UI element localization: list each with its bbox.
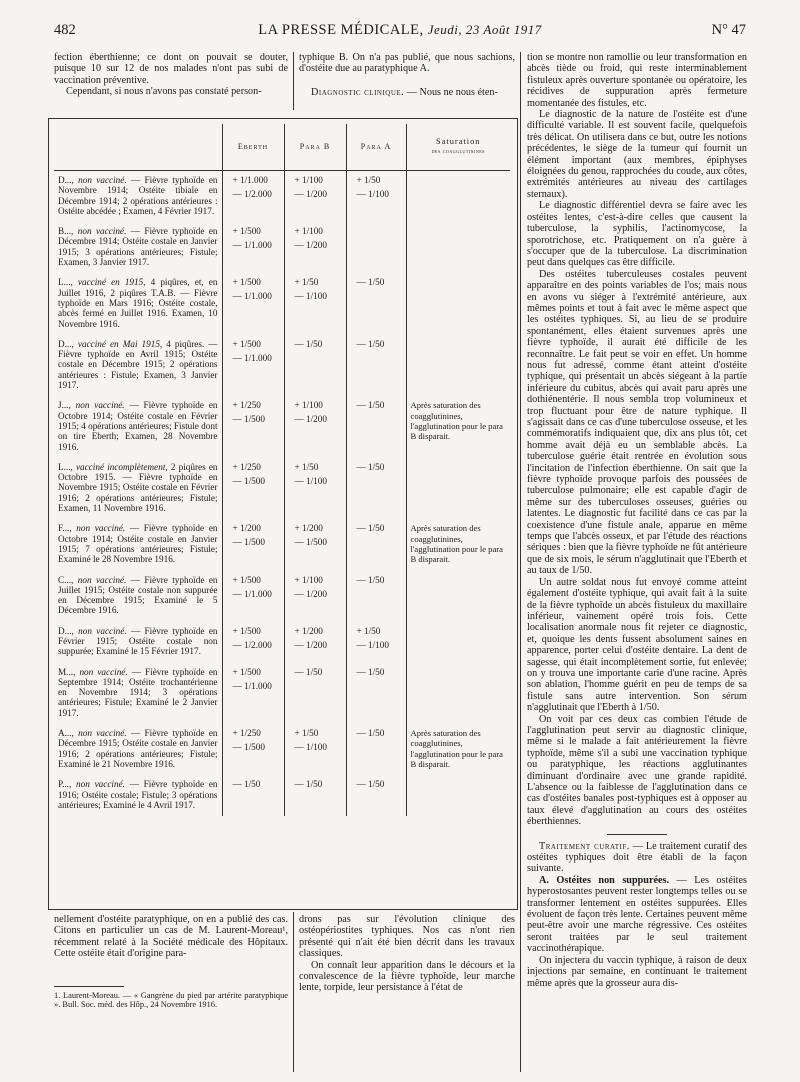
para-a-titer: — 1/50	[346, 519, 406, 570]
table-header-row	[54, 124, 510, 171]
paragraph: typhique B. On n'a pas publié, que nous sachions, d'ostéite due au paratyphique A.	[299, 52, 515, 75]
paragraph: nellement d'ostéite paratyphique, on en a publié des cas. Citons en particulier un cas de M. Laurent-Moreau¹, récemment relaté à la Société médicale des Hôpitaux. Cette ostéite était d'origine para-	[54, 914, 288, 960]
case-description: L..., vacciné en 1915, 4 piqûres, et, en Juillet 1916, 2 piqûres T.A.B. — Fièvre typhoïde en Mars 1916; Ostéite costale, abcès fermé en Juillet 1916. Examen, 10 Novembre 1916.	[58, 277, 218, 329]
eberth-titer: — 1/50	[222, 775, 284, 816]
header-case	[54, 124, 222, 171]
case-description: P..., non vacciné. — Fièvre typhoïde en 1916; Ostéite costale; Fistule; 3 opérations antérieures; Examiné le 4 Avril 1917.	[58, 779, 218, 810]
saturation-note: Après saturation des coagglutinines, l'agglutination pour le para B disparait.	[406, 724, 510, 775]
table-row	[54, 519, 510, 570]
table-row	[54, 335, 510, 396]
page-header	[54, 22, 746, 42]
para-a-titer: — 1/50	[346, 663, 406, 724]
header-para-a: Para A	[346, 124, 406, 171]
case-description: M..., non vacciné. — Fièvre typhoïde en Septembre 1914; Ostéite trochantérienne en Novembre 1914; 3 opérations antérieures; Fistule; Examiné le 2 Janvier 1917.	[58, 666, 218, 718]
treatment-heading: Traitement curatif. — Le traitement curatif des ostéites typhiques doit être établi de la façon suivante.	[527, 840, 747, 875]
para-b-titer: + 1/50 — 1/100	[284, 273, 346, 334]
paragraph: Un autre soldat nous fut envoyé comme atteint également d'ostéite typhique, qui avait fait à la suite de la fièvre typhoïde un abcès fistuleux du maxillaire inférieur, vainement opéré trois fois. Cette localisation anormale nous fit rejeter ce diagnostic, et, quoique les dents fussent absolument saines en apparence, porter celui d'ostéite dentaire. La dent de sagesse, qui était incomplètement sortie, fut enlevée; on y trouva une importante carie d'une racine. Après son ablation, l'homme guérit en peu de temps de sa fistule sans autre intervention. Son sérum n'agglutinait que l'Eberth à 1/50.	[527, 576, 747, 714]
page-number: 482	[54, 22, 76, 38]
table-row	[54, 663, 510, 724]
saturation-note	[406, 171, 510, 223]
paragraph: tion se montre non ramollie ou leur transformation en abcès tiède ou froid, qui reste interminablement fistuleux après ouverture spontanée ou opératoire, les récidives de suppuration après fermeture momentanée des fistules, etc.	[527, 52, 747, 109]
para-b-titer: + 1/200 — 1/500	[284, 519, 346, 570]
para-a-titer: + 1/50 — 1/100	[346, 622, 406, 663]
eberth-titer: + 1/200 — 1/500	[222, 519, 284, 570]
table-row	[54, 273, 510, 334]
paragraph: On injectera du vaccin typhique, à raison de deux injections par semaine, en continuant le traitement même après que la grosseur aura dis-	[527, 954, 747, 989]
top-middle-text	[299, 52, 515, 98]
case-description: D..., non vacciné. — Fièvre typhoïde en Février 1915; Ostéite costale non suppurée; Examiné le 15 Février 1917.	[58, 625, 218, 657]
paragraph: On connaît leur apparition dans le décours et la convalescence de la fièvre typhoïde, leur marche lente, torpide, leur persistance à l'état de	[299, 959, 515, 994]
header-eberth: Eberth	[222, 124, 284, 171]
bottom-middle-text	[299, 914, 515, 994]
case-description: A..., non vacciné. — Fièvre typhoïde en Décembre 1915; Ostéite costale en Janvier 1916; 2 opérations antérieures; Fistule; Examiné le 21 Novembre 1916.	[58, 728, 218, 769]
para-b-titer: — 1/50	[284, 335, 346, 396]
footnote: 1. Laurent-Moreau. — « Gangrène du pied par artérite paratyphique ». Bull. Soc. méd. des Hôp., 24 Novembre 1916.	[54, 990, 288, 1010]
saturation-note: Après saturation des coagglutinines, l'agglutination pour le para B disparait.	[406, 519, 510, 570]
eberth-titer: + 1/500 — 1/1.000	[222, 571, 284, 622]
para-b-titer: + 1/50 — 1/100	[284, 724, 346, 775]
eberth-titer: + 1/500 — 1/1.000	[222, 335, 284, 396]
case-description: B..., non vacciné. — Fièvre typhoïde en Décembre 1914; Ostéite costale en Janvier 1915; 3 opérations antérieures; Fistule; Examen, 3 Janvier 1917.	[58, 226, 218, 268]
footnote-rule	[54, 986, 124, 987]
eberth-titer: + 1/1.000 — 1/2.000	[222, 171, 284, 223]
para-b-titer: + 1/100 — 1/200	[284, 571, 346, 622]
table-row	[54, 571, 510, 622]
para-b-titer: + 1/100 — 1/200	[284, 396, 346, 457]
eberth-titer: + 1/250 — 1/500	[222, 458, 284, 519]
saturation-note	[406, 458, 510, 519]
paragraph: On voit par ces deux cas combien l'étude de l'agglutination peut servir au diagnostic clinique, même si le malade a fait antérieurement la fièvre typhoïde, même s'il a subi une vaccination typhique ou paratyphique, les réactions agglutinantes diminuant d'ordinaire avec une grande rapidité. L'absence ou la faiblesse de l'agglutination dans ce cas d'ostéites banales post-typhiques est à opposer au taux élevé d'agglutination au cours des ostéites éberthiennes.	[527, 713, 747, 828]
table-row	[54, 396, 510, 457]
para-a-titer: — 1/50	[346, 396, 406, 457]
section-divider	[607, 834, 667, 835]
eberth-titer: + 1/500 — 1/1.000	[222, 663, 284, 724]
right-column	[527, 52, 747, 989]
saturation-note	[406, 335, 510, 396]
para-b-titer: — 1/50	[284, 663, 346, 724]
case-description: L..., vacciné incomplètement, 2 piqûres en Octobre 1915. — Fièvre typhoïde en Novembre 1915; Ostéite costale en Février 1916; 2 opérations antérieures; Fistule; Examen, 11 Novembre 1916.	[58, 461, 218, 514]
case-description: D..., vacciné en Mai 1915, 4 piqûres. — Fièvre typhoïde en Avril 1915; Ostéite costale en Décembre 1915; 2 opérations antérieures : Fistule; Examen, 3 Janvier 1917.	[58, 338, 218, 391]
para-a-titer: — 1/50	[346, 335, 406, 396]
table-row	[54, 724, 510, 775]
header-saturation: Saturation des coagglutinines	[406, 124, 510, 171]
saturation-note: Après saturation des coagglutinines, l'agglutination pour le para B disparait.	[406, 396, 510, 457]
column-rule	[293, 52, 294, 110]
table-row	[54, 222, 510, 273]
para-b-titer: + 1/100 — 1/200	[284, 171, 346, 223]
saturation-note	[406, 775, 510, 816]
eberth-titer: + 1/500 — 1/1.000	[222, 222, 284, 273]
saturation-note	[406, 222, 510, 273]
paragraph: Cependant, si nous n'avons pas constaté person-	[66, 86, 262, 98]
journal-title	[54, 22, 746, 39]
saturation-note	[406, 622, 510, 663]
para-b-titer: + 1/50 — 1/100	[284, 458, 346, 519]
eberth-titer: + 1/250 — 1/500	[222, 396, 284, 457]
para-b-titer: — 1/50	[284, 775, 346, 816]
para-a-titer: — 1/50	[346, 775, 406, 816]
agglutination-table	[54, 124, 510, 816]
column-rule	[520, 52, 521, 1072]
table-row	[54, 458, 510, 519]
paragraph: Le diagnostic de la nature de l'ostéite est d'une difficulté variable. Il est souvent facile, quelquefois très délicat. On utilisera dans ce but, outre les notions précédentes, le siège de la tumeur qui fournit un élément important (aux membres, épiphyses éloignées du genou, rapprochées du coude, aux côtes, extrémités antérieures au niveau des cartilages sternaux).	[527, 109, 747, 200]
eberth-titer: + 1/500 — 1/1.000	[222, 273, 284, 334]
paragraph: fection éberthienne; ce dont on pouvait se douter, puisque 10 sur 12 de nos malades n'ont pas subi de vaccination préventive.	[54, 52, 288, 86]
para-b-titer: + 1/100 — 1/200	[284, 222, 346, 273]
table-row	[54, 775, 510, 816]
issue-date: Jeudi, 23 Août 1917	[427, 22, 542, 37]
para-a-titer: — 1/50	[346, 273, 406, 334]
saturation-note	[406, 571, 510, 622]
journal-name: LA PRESSE MÉDICALE,	[258, 22, 424, 38]
paragraph: Des ostéites tuberculeuses costales peuvent apparaître en des points variables de l'os; mais nous en avons vu siéger à l'extrémité antérieure, aux mêmes points et tout à fait avec le même aspect que les ostéites typhiques. Si, au lieu de se produire spontanément, elles étaient survenues après une fièvre typhoïde, il aurait été difficile de les reconnaître. Le fait peut se voir en effet. Un homme nous fut adressé, comme étant atteint d'ostéite typhique, qui présentait un abcès siégeant à la partie inférieure du cubitus, abcès qui avait paru après une dothiénentérie. Il nous sembla trop volumineux et trop fluctuant pour être de nature typhique. Il s'agissait dans ce cas d'une tuberculose osseuse, et les commémoratifs indiquaient que, dix ans plus tôt, cet homme avait déjà eu un semblable abcès. La tuberculose guérie était rentrée en évolution sous l'incitation de l'infection éberthienne. On sait que la fièvre typhoïde provoque parfois des poussées de tuberculose pulmonaire; elle est capable d'agir de même sur des tuberculoses osseuses, guéries ou latentes. Le diagnostic fut facilité dans ce cas par la coexistence d'une fistule anale, apparue en même temps que l'abcès osseux, et par l'étude des réactions sériques : bien que la fièvre typhoïde ne fût antérieure que de six mois, le sérum n'agglutinait que l'Eberth et au taux de 1/50.	[527, 268, 747, 577]
para-a-titer: — 1/50	[346, 724, 406, 775]
para-a-titer	[346, 222, 406, 273]
case-description: J..., non vacciné. — Fièvre typhoïde en Octobre 1914; Ostéite costale en Février 1915; 4 opérations antérieures; Fistule dont on tire Eberth; Examen, 28 Novembre 1916.	[58, 400, 218, 452]
section-heading: Diagnostic clinique. — Nous ne nous éten-	[311, 86, 498, 98]
saturation-note	[406, 273, 510, 334]
table-row	[54, 622, 510, 663]
subsection-a: A. Ostéites non suppurées. — Les ostéites hyperostosantes peuvent rester longtemps telles ou se transformer lentement en ostéites suppurées. Elles évoluent de façon très lente. Certaines peuvent même peut-être avoir une marche régressive. Ces ostéites seront traitées par le seul traitement vaccinothérapique.	[527, 874, 747, 955]
paragraph: Le diagnostic différentiel devra se faire avec les ostéites lentes, c'est-à-dire celles que causent la tuberculose, la syphilis, l'actinomycose, la sporotrichose, etc. Pratiquement on n'a guère à s'occuper que de la tuberculose. La discrimination peut dans quelques cas être difficile.	[527, 200, 747, 269]
para-b-titer: + 1/200 — 1/200	[284, 622, 346, 663]
case-description: D..., non vacciné. — Fièvre typhoïde en Novembre 1914; Ostéite tibiale en Décembre 1914; 2 opérations antérieures : Ostéite abcédée ; Examen, 4 Février 1917.	[58, 175, 218, 216]
case-description: C..., non vacciné. — Fièvre typhoïde en Juillet 1915; Ostéite costale non suppurée en Décembre 1915; Examiné le 5 Décembre 1916.	[58, 574, 218, 616]
issue-number: N° 47	[711, 22, 746, 38]
paragraph: drons pas sur l'évolution clinique des ostéopériostites typhiques. Nos cas n'ont rien présenté qui n'ait été bien décrit dans les travaux classiques.	[299, 914, 515, 960]
eberth-titer: + 1/500 — 1/2.000	[222, 622, 284, 663]
case-description: F..., non vacciné. — Fièvre typhoïde en Octobre 1914; Ostéite costale en Janvier 1915; 7 opérations antérieures; Fistule; Examiné le 28 Novembre 1916.	[58, 523, 218, 565]
eberth-titer: + 1/250 — 1/500	[222, 724, 284, 775]
para-a-titer: — 1/50	[346, 571, 406, 622]
table-row	[54, 171, 510, 223]
saturation-note	[406, 663, 510, 724]
para-a-titer: + 1/50 — 1/100	[346, 171, 406, 223]
para-a-titer: — 1/50	[346, 458, 406, 519]
column-rule	[293, 912, 294, 1072]
bottom-left-text	[54, 914, 288, 1010]
header-para-b: Para B	[284, 124, 346, 171]
top-left-text	[54, 52, 288, 98]
